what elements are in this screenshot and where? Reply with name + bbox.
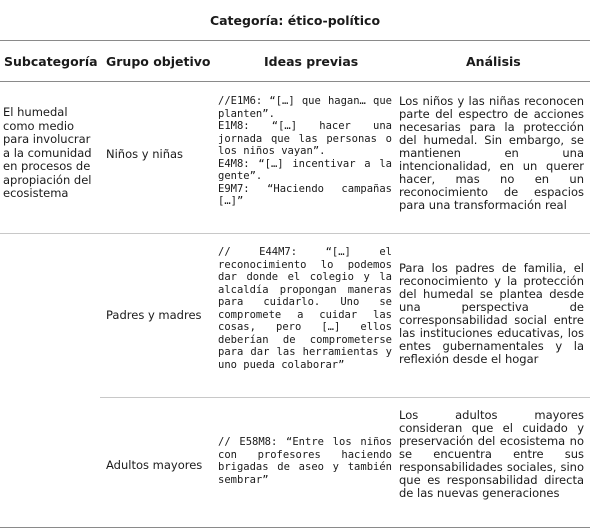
analysis-cell-ninos: Los niños y las niñas reconocen parte del espectro de acciones necesarias para la protección del humedal. Sin embargo, se mantienen en una intencionalidad, en un querer hacer, mas no en un reconocimiento de espacios para una transformación real [399,94,584,212]
header-ideas-previas: Ideas previas [264,53,359,69]
subcategory-cell: El humedal como medio para involucrar a la comunidad en procesos de apropiación del ecosistema [3,105,92,200]
ideas-cell-ninos: //E1M6: “[…] que hagan… que planten”. E1M8: “[…] hacer una jornada que las personas o los niños vayan”. E4M8: “[…] incentivar a la gente”. E9M7: “Haciendo campañas […]” [218,95,392,207]
row-divider [100,397,590,398]
analysis-cell-padres: Para los padres de familia, el reconocimiento y la protección del humedal se plantea desde una perspectiva de corresponsabilidad social entre las instituciones educativas, los entes gubernamentales y la reflexión desde el hogar [399,261,584,366]
header-subcategoria: Subcategoría [4,53,98,69]
table-bottom-rule [0,527,590,528]
group-cell-ninos: Niños y niñas [106,147,184,161]
group-cell-adultos: Adultos mayores [106,458,203,472]
ideas-cell-padres: // E44M7: “[…] el reconocimiento lo podemos dar donde el colegio y la alcaldía propongan maneras para cuidarlo. Uno se compromete a cuidar las cosas, pero […] ellos deberían de comprometerse para dar las herramientas y uno pueda colaborar” [218,246,392,371]
header-divider [0,81,590,82]
header-grupo-objetivo: Grupo objetivo [106,53,211,69]
table-caption: Categoría: ético-político [0,0,590,41]
row-divider [0,233,590,234]
ideas-cell-adultos: // E58M8: “Entre los niños con profesores haciendo brigadas de aseo y también sembrar” [218,436,392,486]
analysis-cell-adultos: Los adultos mayores consideran que el cuidado y preservación del ecosistema no se encuentra entre sus responsabilidades sociales, sino que es responsabilidad directa de las nuevas generaciones [399,408,584,500]
group-cell-padres: Padres y madres [106,308,202,322]
header-analisis: Análisis [466,53,521,69]
